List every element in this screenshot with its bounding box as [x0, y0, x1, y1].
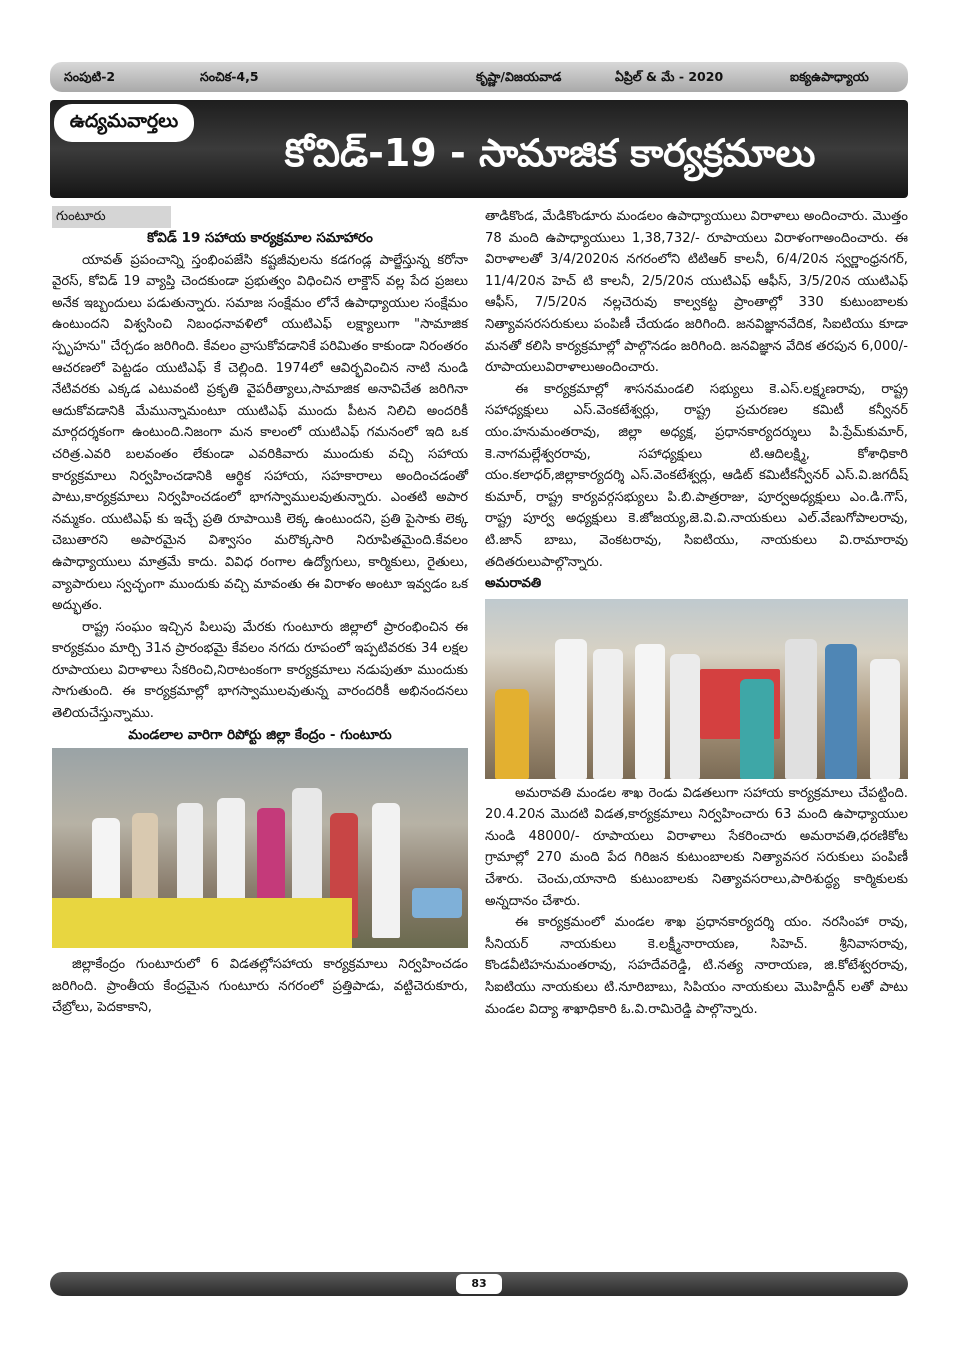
magazine-name: ఐక్యఉపాధ్యాయ — [790, 69, 869, 84]
article-paragraph: రాష్ట్ర సంఘం ఇచ్చిన పిలుపు మేరకు గుంటూరు జిల్లాలో ప్రారంభించిన ఈ కార్యక్రమం మార్చి 31న ప్రారంభమై కేవలం నగదు రూపంలో ఇప్పటివరకు 34 లక్షల రూపాయలు విరాళాలు సేకరించి,నిరాటంకంగా కార్యక్రమాలు నడుపుతూ ముందుకు సాగుతుంది. ఈ కార్యక్రమాల్లో భాగస్వాములవుతున్న వారందరికీ అభినందనలు తెలియచేస్తున్నాము. — [52, 619, 468, 722]
volume-label: సంపుటి-2 — [64, 69, 116, 84]
page-title: కోవిడ్-19 - సామాజిక కార్యక్రమాలు — [284, 131, 816, 175]
section-subhead: మండలాల వారిగా రిపోర్టు జిల్లా కేంద్రం - గుంటూరు — [128, 726, 392, 743]
article-subhead: కోవిడ్ 19 సహాయ కార్యక్రమాల సమాహారం — [147, 230, 373, 246]
district-label: గుంటూరు — [52, 206, 171, 228]
photo-caption: అమరావతి మండల శాఖ రెండు విడతలుగా సహాయ కార్యక్రమాలు చేపట్టింది. 20.4.20న మొదటి విడత,కార్యక్రమాలు నిర్వహించారు 63 మంది ఉపాధ్యాయుల నుండి 48000/- రూపాయలు విరాళాలు సేకరించారు అమరావతి,ధరణికోట గ్రామాల్లో 270 మంది పేద గిరిజన కుటుంబాలకు నిత్యావసర సరుకులు పంపిణీ చేశారు. చెంచు,యానాది కుటుంబాలకు నిత్యావసరాలు,పారిశుద్ధ్య కార్మికులకు అన్నదానం చేశారు. — [485, 785, 908, 909]
date-label: ఏప్రిల్ & మే - 2020 — [615, 69, 724, 84]
article-paragraph: యావత్ ప్రపంచాన్ని స్తంభింపజేసి కష్టజీవులను కడగండ్ల పాల్జేస్తున్న కరోనా వైరస్, కోవిడ్ 19 వ్యాప్తి చెందకుండా ప్రభుత్వం విధించిన లాక్డౌన్ వల్ల పేద ప్రజలు అనేక ఇబ్బందులు పడుతున్నారు. సమాజ సంక్షేమం లోనే ఉపాధ్యాయుల సంక్షేమం ఉంటుందని విశ్వసించి నిబంధనావళిలో యుటిఎఫ్ లక్ష్యాలుగా "సామాజిక స్పృహను" చేర్చడం జరిగింది. కేవలం వ్రాసుకోవడానికే పరిమితం కాకుండా నిరంతరం ఆచరణలో పెట్టడం యుటిఎఫ్ కే చెల్లింది. 1974లో ఆవిర్భవించిన నాటి నుండి నేటివరకు ఎక్కడ ఎటువంటి ప్రకృతి వైపరీత్యాలు,సామాజిక అనావిచేత జరిగినా ఆదుకోవడానికి మేమున్నామంటూ యుటిఎఫ్ ముందు పీటన నిలిచి అందరికీ మార్గదర్శకంగా ఉంటుంది.నిజంగా మన కాలంలో యుటిఎఫ్ గమనంలో ఇది ఒక చరిత్ర.ఎవరి బలవంతం లేకుండా ఎవరికివారు ముందుకు వచ్చి సహాయ కార్యక్రమాలు నిర్వహించడానికి ఆర్థిక సహాయ, సహకారాలు అందించడంతో పాటు,కార్యక్రమాలు నిర్వహించడంలో భాగస్వాములవుతున్నారు. ఎంతటి అపార నమ్మకం. యుటిఎఫ్ కు ఇచ్చే ప్రతి రూపాయికి లెక్క ఉంటుందని, ప్రతి పైసాకు లెక్క చెబుతారని అపారమైన విశ్వాసం మరొక్కసారి నిరూపితమైంది.కేవలం ఉపాధ్యాయులు మాత్రమే కాదు. వివిధ రంగాల ఉద్యోగులు, కార్మికులు, రైతులు, వ్యాపారులు స్వచ్ఛంగా ముందుకు వచ్చి మావంతు ఈ విరాళం అంటూ ఇవ్వడం ఒక అద్భుతం. — [52, 252, 468, 614]
article-paragraph: ఈ కార్యక్రమంలో మండల శాఖ ప్రధానకార్యదర్శి యం. నరసింహా రావు, సీనియర్ నాయకులు కె.లక్ష్మీనారాయణ, సిహెచ్. శ్రీనివాసరావు, కొండవీటిహనుమంతరావు, సహదేవరెడ్డి, టి.నత్య నారాయణ, జి.కోటేశ్వరరావు, సిఐటియు నాయకులు టి.నూరిబాబు, సిపియం నాయకులు మొహిద్దీన్ లతో పాటు మండల విద్యా శాఖాధికారి ఓ.వి.రామిరెడ్డి పాల్గొన్నారు. — [485, 915, 908, 1017]
article-paragraph: తాడికొండ, మేడికొండూరు మండలం ఉపాధ్యాయులు విరాళాలు అందించారు. మొత్తం 78 మంది ఉపాధ్యాయులు 1,38,732/- రూపాయలు విరాళంగాఅందించారు. ఈ విరాళాలతో 3/4/2020న నగరంలోని టిటిఆర్ కాలనీ, 6/4/20న స్వర్ణాంధ్రనగర్, 11/4/20న హెచ్ టి కాలనీ, 2/5/20న యుటిఎఫ్ ఆఫీస్, 3/5/20న యుటిఎఫ్ ఆఫీస్, 7/5/20న నల్లచెరువు కాల్వకట్ట ప్రాంతాల్లో 330 కుటుంబాలకు నిత్యావసరసరుకులు పంపిణీ చేయడం జరిగింది. జనవిజ్ఞానవేదిక, సిఐటియు కూడా మనతో కలిసి కార్యక్రమాల్లో పాల్గొనడం జరిగింది. జనవిజ్ఞాన వేదిక తరపున 6,000/-రూపాయలువిరాళాలుఅందించారు. — [485, 209, 908, 376]
left-column — [52, 206, 468, 1019]
guntur-relief-photo — [52, 748, 468, 948]
page-number: 83 — [456, 1274, 502, 1294]
place-label: కృష్ణా/విజయవాడ — [476, 69, 562, 84]
photo-caption: జిల్లాకేంద్రం గుంటూరులో 6 విడతల్లోసహాయ కార్యక్రమాలు నిర్వహించడం జరిగింది. ప్రాంతీయ కేంద్రమైన గుంటూరు నగరంలో ప్రత్తిపాడు, వట్టిచెరుకూరు, చేబ్రోలు, పెదకాకాని, — [52, 957, 468, 1016]
amaravati-relief-photo — [485, 599, 908, 779]
issue-header-bar — [50, 62, 908, 92]
article-paragraph: ఈ కార్యక్రమాల్లో శాసనమండలి సభ్యులు కె.ఎస్.లక్ష్మణరావు, రాష్ట్ర సహాధ్యక్షులు ఎస్.వెంకటేశ్వర్లు, రాష్ట్ర ప్రచురణల కమిటీ కన్వీనర్ యం.హనుమంతరావు, జిల్లా అధ్యక్ష, ప్రధానకార్యదర్శులు పి.ప్రేమ్‌కుమార్, కె.నాగమల్లేశ్వరరావు, సహాధ్యక్షులు టి.ఆదిలక్ష్మి, కోశాధికారి యం.కలాధర్,జిల్లాకార్యదర్శి ఎస్.వెంకటేశ్వర్లు, ఆడిట్ కమిటీకన్వీనర్ ఎస్.వి.జగదీష్ కుమార్, రాష్ట్ర కార్యవర్గసభ్యులు పి.బి.పాత్రరాజు, పూర్వఅధ్యక్షులు ఎం.డి.గౌస్, రాష్ట్ర పూర్వ అధ్యక్షులు కె.జోజయ్య,జె.వి.వి.నాయకులు ఎల్.వేణుగోపాలరావు, టి.జాన్ బాబు, వెంకటరావు, సిఐటియు, నాయకులు వి.రామారావు తదితరులుపాల్గొన్నారు. — [485, 381, 908, 570]
issue-label: సంచిక-4,5 — [200, 69, 259, 84]
district-label: అమరావతి — [485, 576, 542, 592]
section-tag: ఉద్యమవార్తలు — [54, 104, 194, 142]
right-column — [485, 206, 908, 1020]
